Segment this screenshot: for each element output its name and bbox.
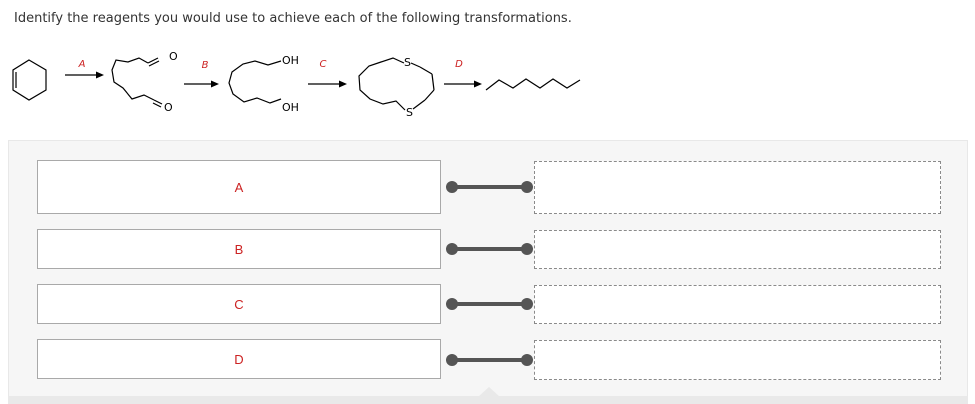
oxygen-label-top: O — [169, 50, 178, 63]
connector-b[interactable] — [441, 242, 535, 256]
bottom-bar — [8, 396, 968, 404]
cyclohexene-structure — [13, 60, 46, 100]
step-label-b: B — [201, 60, 209, 71]
label-box-d[interactable] — [37, 339, 441, 379]
step-label-a: A — [78, 59, 86, 70]
dithiacycle-structure — [359, 58, 434, 110]
label-box-b[interactable] — [37, 229, 441, 269]
label-text-c: C — [234, 296, 244, 312]
diol-structure — [229, 61, 281, 103]
label-text-b: B — [234, 241, 244, 257]
dialdehyde-structure — [112, 58, 162, 107]
label-box-a[interactable] — [37, 160, 441, 214]
arrow-b — [184, 60, 219, 88]
sulfur-label-top: S — [404, 56, 411, 69]
arrow-d — [444, 59, 482, 88]
drop-target-a[interactable] — [534, 161, 941, 214]
octane-structure — [486, 79, 580, 90]
arrow-a — [65, 59, 104, 79]
connector-a[interactable] — [441, 180, 535, 194]
label-box-c[interactable] — [37, 284, 441, 324]
question-text: Identify the reagents you would use to achieve each of the following transformations. — [14, 11, 572, 26]
connector-d[interactable] — [441, 353, 535, 367]
hydroxyl-label-bottom: OH — [282, 101, 299, 114]
sulfur-label-bottom: S — [406, 106, 413, 119]
label-text-d: D — [234, 351, 244, 367]
connector-c[interactable] — [441, 297, 535, 311]
step-label-d: D — [455, 59, 463, 70]
arrow-c — [308, 59, 347, 88]
reaction-scheme — [0, 40, 640, 132]
label-text-a: A — [234, 179, 244, 195]
step-label-c: C — [319, 59, 327, 70]
drop-target-b[interactable] — [534, 230, 941, 269]
hydroxyl-label-top: OH — [282, 54, 299, 67]
drop-target-d[interactable] — [534, 340, 941, 380]
oxygen-label-bottom: O — [164, 101, 173, 114]
drop-target-c[interactable] — [534, 285, 941, 324]
